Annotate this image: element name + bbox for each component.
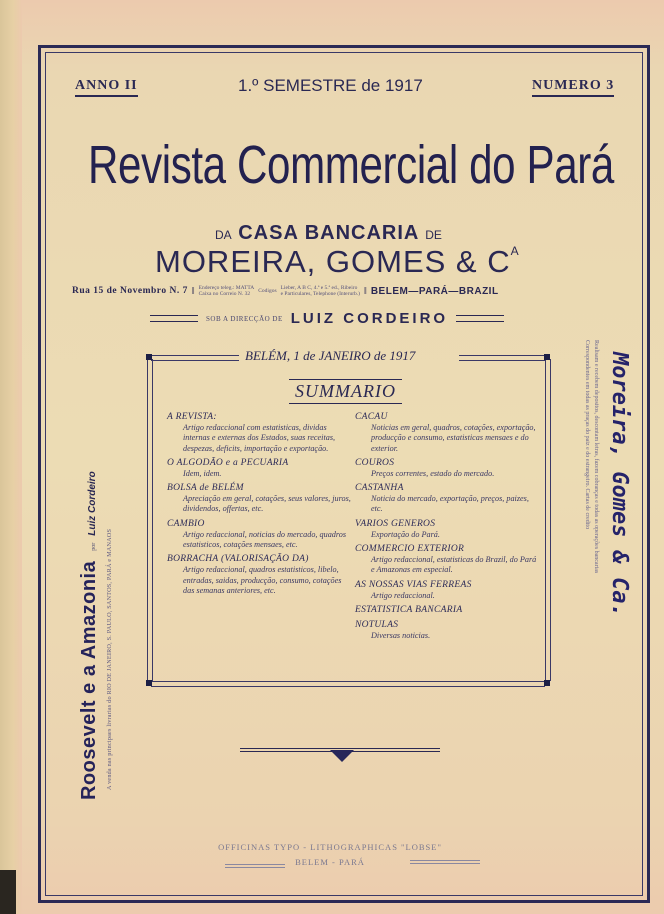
book-availability-note: A venda nas principaes livrarias do RIO DE JANEIRO, S. PAULO, SANTOS, PARÁ e MANAOS [106,528,113,790]
firm-name-sup: A [510,244,520,258]
printer-line-1: OFFICINAS TYPO - LITHOGRAPHICAS "LOBSE" [218,842,442,852]
right-margin-firm: Moreira, Gomes & Ca. [607,352,632,617]
corner-ornament [146,354,152,360]
director-name: LUIZ CORDEIRO [290,310,449,327]
entry-desc: Preços correntes, estado do mercado. [371,468,495,478]
entry-title: CAMBIO [167,518,205,529]
footer-rule-right [410,860,480,864]
entry-title: A REVISTA: [167,412,217,422]
casa-bancaria-line [215,222,442,245]
book-by: por [91,542,97,551]
fan-ornament-icon [330,750,354,762]
rule-right [456,315,504,322]
address-row: Rua 15 de Novembro N. 7 ‖ Endereço teleg.: MATTA Caixa no Correio N. 32 Codigos Lieber, A B C, 4.ª e 5.ª ed., Ribeiro e Particulares, Telephone (Interurb.) ‖ BELEM—PARÁ—BRAZIL [72,285,499,297]
casa-name: CASA BANCARIA [238,222,419,244]
book-title: Roosevelt e a Amazonia [78,560,100,800]
summary-entry [167,518,352,551]
summary-entry [167,457,352,479]
telegraph-info [199,285,255,297]
entry-title: BORRACHA (VALORISAÇÃO DA) [167,554,309,565]
codigos-label: Codigos [258,288,277,294]
numero-label: NUMERO 3 [532,78,614,97]
entry-title: NOTULAS [355,619,399,630]
right-note-line-2: Correspondentes em todas as praças do paiz e do estrangeiro. Cartas de credito [584,340,590,530]
box-bottom-rule [151,681,545,687]
rule-left [150,315,198,322]
summary-right-column [355,411,540,644]
entry-desc: Noticias em geral, quadros, cotações, exportação, producção e consumo, estatisticas mensaes e do exterior. [371,423,536,453]
corner-ornament [544,680,550,686]
entry-desc: Exportação do Pará. [371,529,440,539]
summary-entry [355,482,540,515]
torn-left-edge [0,0,22,914]
printer-line-2: BELEM - PARÁ [295,857,365,867]
summary-entry [355,579,540,601]
issue-date: BELÉM, 1 de JANEIRO de 1917 [245,348,416,363]
right-note-line-1: Realisam e recebem depositos, descontam letras, fazem cobranças e todas as operações bancarias [593,340,599,574]
codes-info [281,285,360,297]
book-author: Luiz Cordeiro [87,471,98,536]
entry-desc: Artigo redaccional, estatisticas do Brazil, do Pará e Amazonas em especial. [371,555,537,575]
entry-desc: Artigo redaccional, noticias do mercado, quadros estatisticos, cotações mensaes, etc. [183,529,347,550]
corner-ornament [146,680,152,686]
entry-title: COUROS [355,457,395,468]
box-top-rule-left [151,355,239,361]
box-right-rule [545,359,551,681]
summary-entry [355,604,540,616]
entry-title: AS NOSSAS VIAS FERREAS [355,579,472,590]
entry-desc: Artigo redaccional com estatisticas, dividas internas e externas dos Estados, suas receitas, despezas, deficits, importação e exportação. [183,423,336,453]
semestre-label: 1.º SEMESTRE de 1917 [238,76,423,95]
summary-box [147,348,549,685]
entry-title: O ALGODÃO e a PECUARIA [167,457,289,468]
firm-name [155,244,520,280]
entry-title: CASTANHA [355,483,404,494]
city-label: BELEM—PARÁ—BRAZIL [370,285,499,297]
codes-line-2: e Particulares, Telephone (Interurb.) [280,291,360,297]
right-margin-note [582,340,600,840]
box-top-rule-right [459,355,545,361]
box-left-rule [147,359,153,681]
entry-title: VARIOS GENEROS [355,518,436,529]
summary-entry [355,457,540,479]
entry-title: CACAU [355,412,388,422]
entry-desc: Artigo redaccional. [371,590,435,600]
anno-label: ANNO II [75,78,138,97]
street-address: Rua 15 de Novembro N. 7 [72,286,188,296]
footer-rule-left [225,864,285,868]
summary-left-column [167,411,352,599]
summary-heading: SUMMARIO [289,379,402,404]
telegraph-line-2: Caixa no Correio N. 32 [198,291,251,297]
entry-title: BOLSA de BELÉM [167,483,244,494]
entry-desc: Idem, idem. [183,468,222,478]
casa-suffix: DE [425,228,442,242]
entry-desc: Noticia do mercado, exportação, preços, paizes, etc. [371,494,529,514]
summary-entry [355,411,540,454]
summary-entry [355,619,540,641]
summary-entry [167,482,352,515]
firm-name-text: MOREIRA, GOMES & C [155,244,511,279]
entry-title: ESTATISTICA BANCARIA [355,604,463,615]
codes-line-1: Lieber, A B C, 4.ª e 5.ª ed., Ribeiro [280,285,358,291]
background-shadow [0,870,16,914]
summary-entry [355,518,540,540]
summary-entry [355,543,540,576]
telegraph-line-1: Endereço teleg.: MATTA [198,285,255,291]
corner-ornament [544,354,550,360]
direction-prefix: SOB A DIRECÇÃO DE [206,314,283,323]
magazine-title: Revista Commercial do Pará [88,135,614,195]
entry-desc: Apreciação em geral, cotações, seus valores, juros, dividendos, offertas, etc. [183,494,351,514]
direction-line [150,310,504,327]
summary-entry [167,411,352,454]
entry-title: COMMERCIO EXTERIOR [355,544,465,555]
casa-prefix: DA [215,228,232,242]
summary-entry [167,553,352,596]
entry-desc: Diversas noticias. [371,630,431,640]
entry-desc: Artigo redaccional, quadros estatisticos, libelo, entradas, saidas, producção, consumo, cotações das semanas anteriores, etc. [183,565,342,595]
left-margin-ad [78,471,101,800]
